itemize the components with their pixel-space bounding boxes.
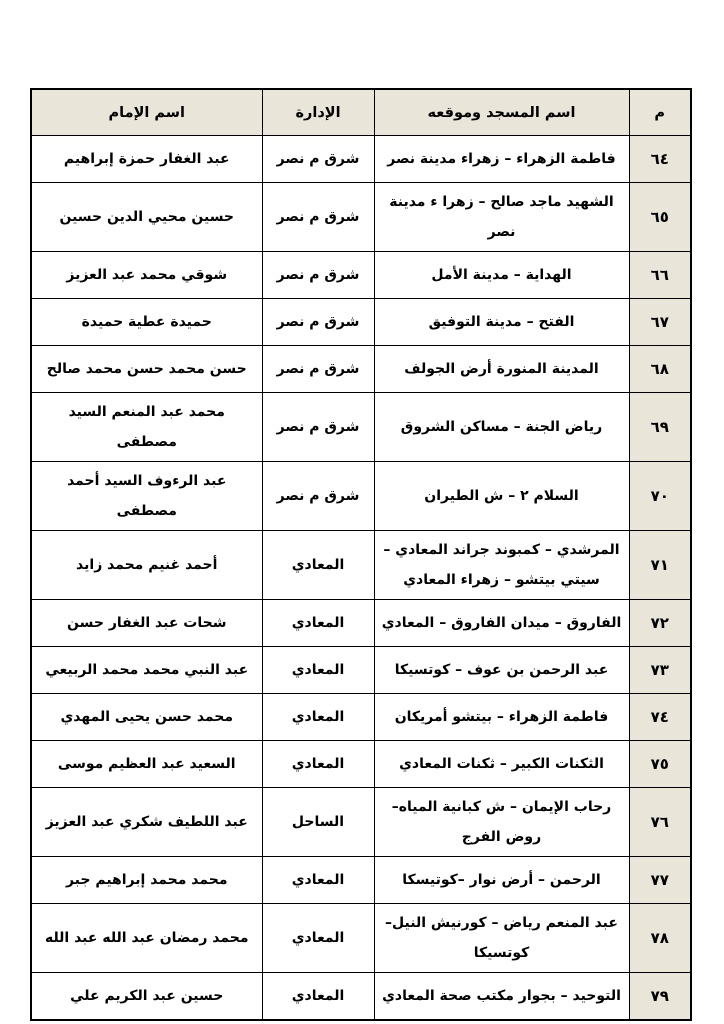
mosque-table-body xyxy=(31,136,691,1021)
header-imam-name: اسم الإمام xyxy=(31,89,262,136)
table-row xyxy=(31,393,691,462)
mosque-name-cell: الرحمن – أرض نوار –كوتيسكا xyxy=(374,857,629,904)
row-number-cell: ٧٦ xyxy=(629,788,691,857)
row-number-cell: ٧٢ xyxy=(629,600,691,647)
row-number-cell: ٧٥ xyxy=(629,741,691,788)
imam-name-cell: حسين عبد الكريم علي xyxy=(31,973,262,1021)
table-row xyxy=(31,857,691,904)
mosque-name-cell: الثكنات الكبير – ثكنات المعادي xyxy=(374,741,629,788)
mosque-name-cell: التوحيد – بجوار مكتب صحة المعادي xyxy=(374,973,629,1021)
mosque-name-cell: عبد الرحمن بن عوف – كوتسيكا xyxy=(374,647,629,694)
header-number: م xyxy=(629,89,691,136)
row-number-cell: ٦٨ xyxy=(629,346,691,393)
imam-name-cell: محمد رمضان عبد الله عبد الله xyxy=(31,904,262,973)
header-administration: الإدارة xyxy=(262,89,374,136)
table-row xyxy=(31,694,691,741)
row-number-cell: ٧٤ xyxy=(629,694,691,741)
administration-cell: المعادي xyxy=(262,531,374,600)
row-number-cell: ٧٩ xyxy=(629,973,691,1021)
table-row xyxy=(31,183,691,252)
mosque-name-cell: السلام ٢ – ش الطيران xyxy=(374,462,629,531)
administration-cell: شرق م نصر xyxy=(262,462,374,531)
administration-cell: المعادي xyxy=(262,973,374,1021)
table-row xyxy=(31,252,691,299)
mosque-name-cell: المدينة المنورة أرض الجولف xyxy=(374,346,629,393)
imam-name-cell: حميدة عطية حميدة xyxy=(31,299,262,346)
table-row xyxy=(31,741,691,788)
administration-cell: شرق م نصر xyxy=(262,252,374,299)
table-row xyxy=(31,531,691,600)
table-row xyxy=(31,462,691,531)
administration-cell: الساحل xyxy=(262,788,374,857)
header-row xyxy=(31,89,691,136)
mosque-table xyxy=(30,88,692,1021)
administration-cell: المعادي xyxy=(262,694,374,741)
row-number-cell: ٦٥ xyxy=(629,183,691,252)
row-number-cell: ٧٧ xyxy=(629,857,691,904)
table-row xyxy=(31,299,691,346)
administration-cell: المعادي xyxy=(262,741,374,788)
mosque-name-cell: رياض الجنة – مساكن الشروق xyxy=(374,393,629,462)
administration-cell: شرق م نصر xyxy=(262,183,374,252)
administration-cell: المعادي xyxy=(262,904,374,973)
administration-cell: شرق م نصر xyxy=(262,299,374,346)
administration-cell: شرق م نصر xyxy=(262,393,374,462)
imam-name-cell: شوقي محمد عبد العزيز xyxy=(31,252,262,299)
header-mosque-name: اسم المسجد وموقعه xyxy=(374,89,629,136)
administration-cell: المعادي xyxy=(262,647,374,694)
table-row xyxy=(31,973,691,1021)
imam-name-cell: محمد عبد المنعم السيد مصطفى xyxy=(31,393,262,462)
mosque-name-cell: فاطمة الزهراء – زهراء مدينة نصر xyxy=(374,136,629,183)
mosque-name-cell: فاطمة الزهراء – بيتشو أمريكان xyxy=(374,694,629,741)
imam-name-cell: حسين محيي الدين حسين xyxy=(31,183,262,252)
table-row xyxy=(31,136,691,183)
row-number-cell: ٦٩ xyxy=(629,393,691,462)
row-number-cell: ٦٤ xyxy=(629,136,691,183)
imam-name-cell: أحمد غنيم محمد زايد xyxy=(31,531,262,600)
mosque-name-cell: الفتح – مدينة التوفيق xyxy=(374,299,629,346)
imam-name-cell: السعيد عبد العظيم موسى xyxy=(31,741,262,788)
imam-name-cell: عبد الغفار حمزة إبراهيم xyxy=(31,136,262,183)
row-number-cell: ٧٠ xyxy=(629,462,691,531)
imam-name-cell: محمد حسن يحيى المهدي xyxy=(31,694,262,741)
row-number-cell: ٦٧ xyxy=(629,299,691,346)
administration-cell: المعادي xyxy=(262,857,374,904)
administration-cell: شرق م نصر xyxy=(262,346,374,393)
row-number-cell: ٧٨ xyxy=(629,904,691,973)
mosque-name-cell: عبد المنعم رياض – كورنيش النيل– كوتسيكا xyxy=(374,904,629,973)
table-row xyxy=(31,647,691,694)
row-number-cell: ٧٣ xyxy=(629,647,691,694)
mosque-name-cell: الشهيد ماجد صالح – زهرا ء مدينة نصر xyxy=(374,183,629,252)
imam-name-cell: عبد النبي محمد محمد الربيعي xyxy=(31,647,262,694)
imam-name-cell: شحات عبد الغفار حسن xyxy=(31,600,262,647)
row-number-cell: ٧١ xyxy=(629,531,691,600)
imam-name-cell: عبد الرءوف السيد أحمد مصطفى xyxy=(31,462,262,531)
table-row xyxy=(31,600,691,647)
imam-name-cell: حسن محمد حسن محمد صالح xyxy=(31,346,262,393)
mosque-name-cell: الهداية – مدينة الأمل xyxy=(374,252,629,299)
table-row xyxy=(31,346,691,393)
row-number-cell: ٦٦ xyxy=(629,252,691,299)
table-row xyxy=(31,788,691,857)
imam-name-cell: محمد محمد إبراهيم جبر xyxy=(31,857,262,904)
administration-cell: المعادي xyxy=(262,600,374,647)
mosque-name-cell: المرشدي – كمبوند جراند المعادي – سيتي بيتشو – زهراء المعادي xyxy=(374,531,629,600)
imam-name-cell: عبد اللطيف شكري عبد العزيز xyxy=(31,788,262,857)
administration-cell: شرق م نصر xyxy=(262,136,374,183)
mosque-name-cell: الفاروق – ميدان الفاروق – المعادي xyxy=(374,600,629,647)
table-row xyxy=(31,904,691,973)
mosque-name-cell: رحاب الإيمان – ش كبانية المياه– روض الفرج xyxy=(374,788,629,857)
